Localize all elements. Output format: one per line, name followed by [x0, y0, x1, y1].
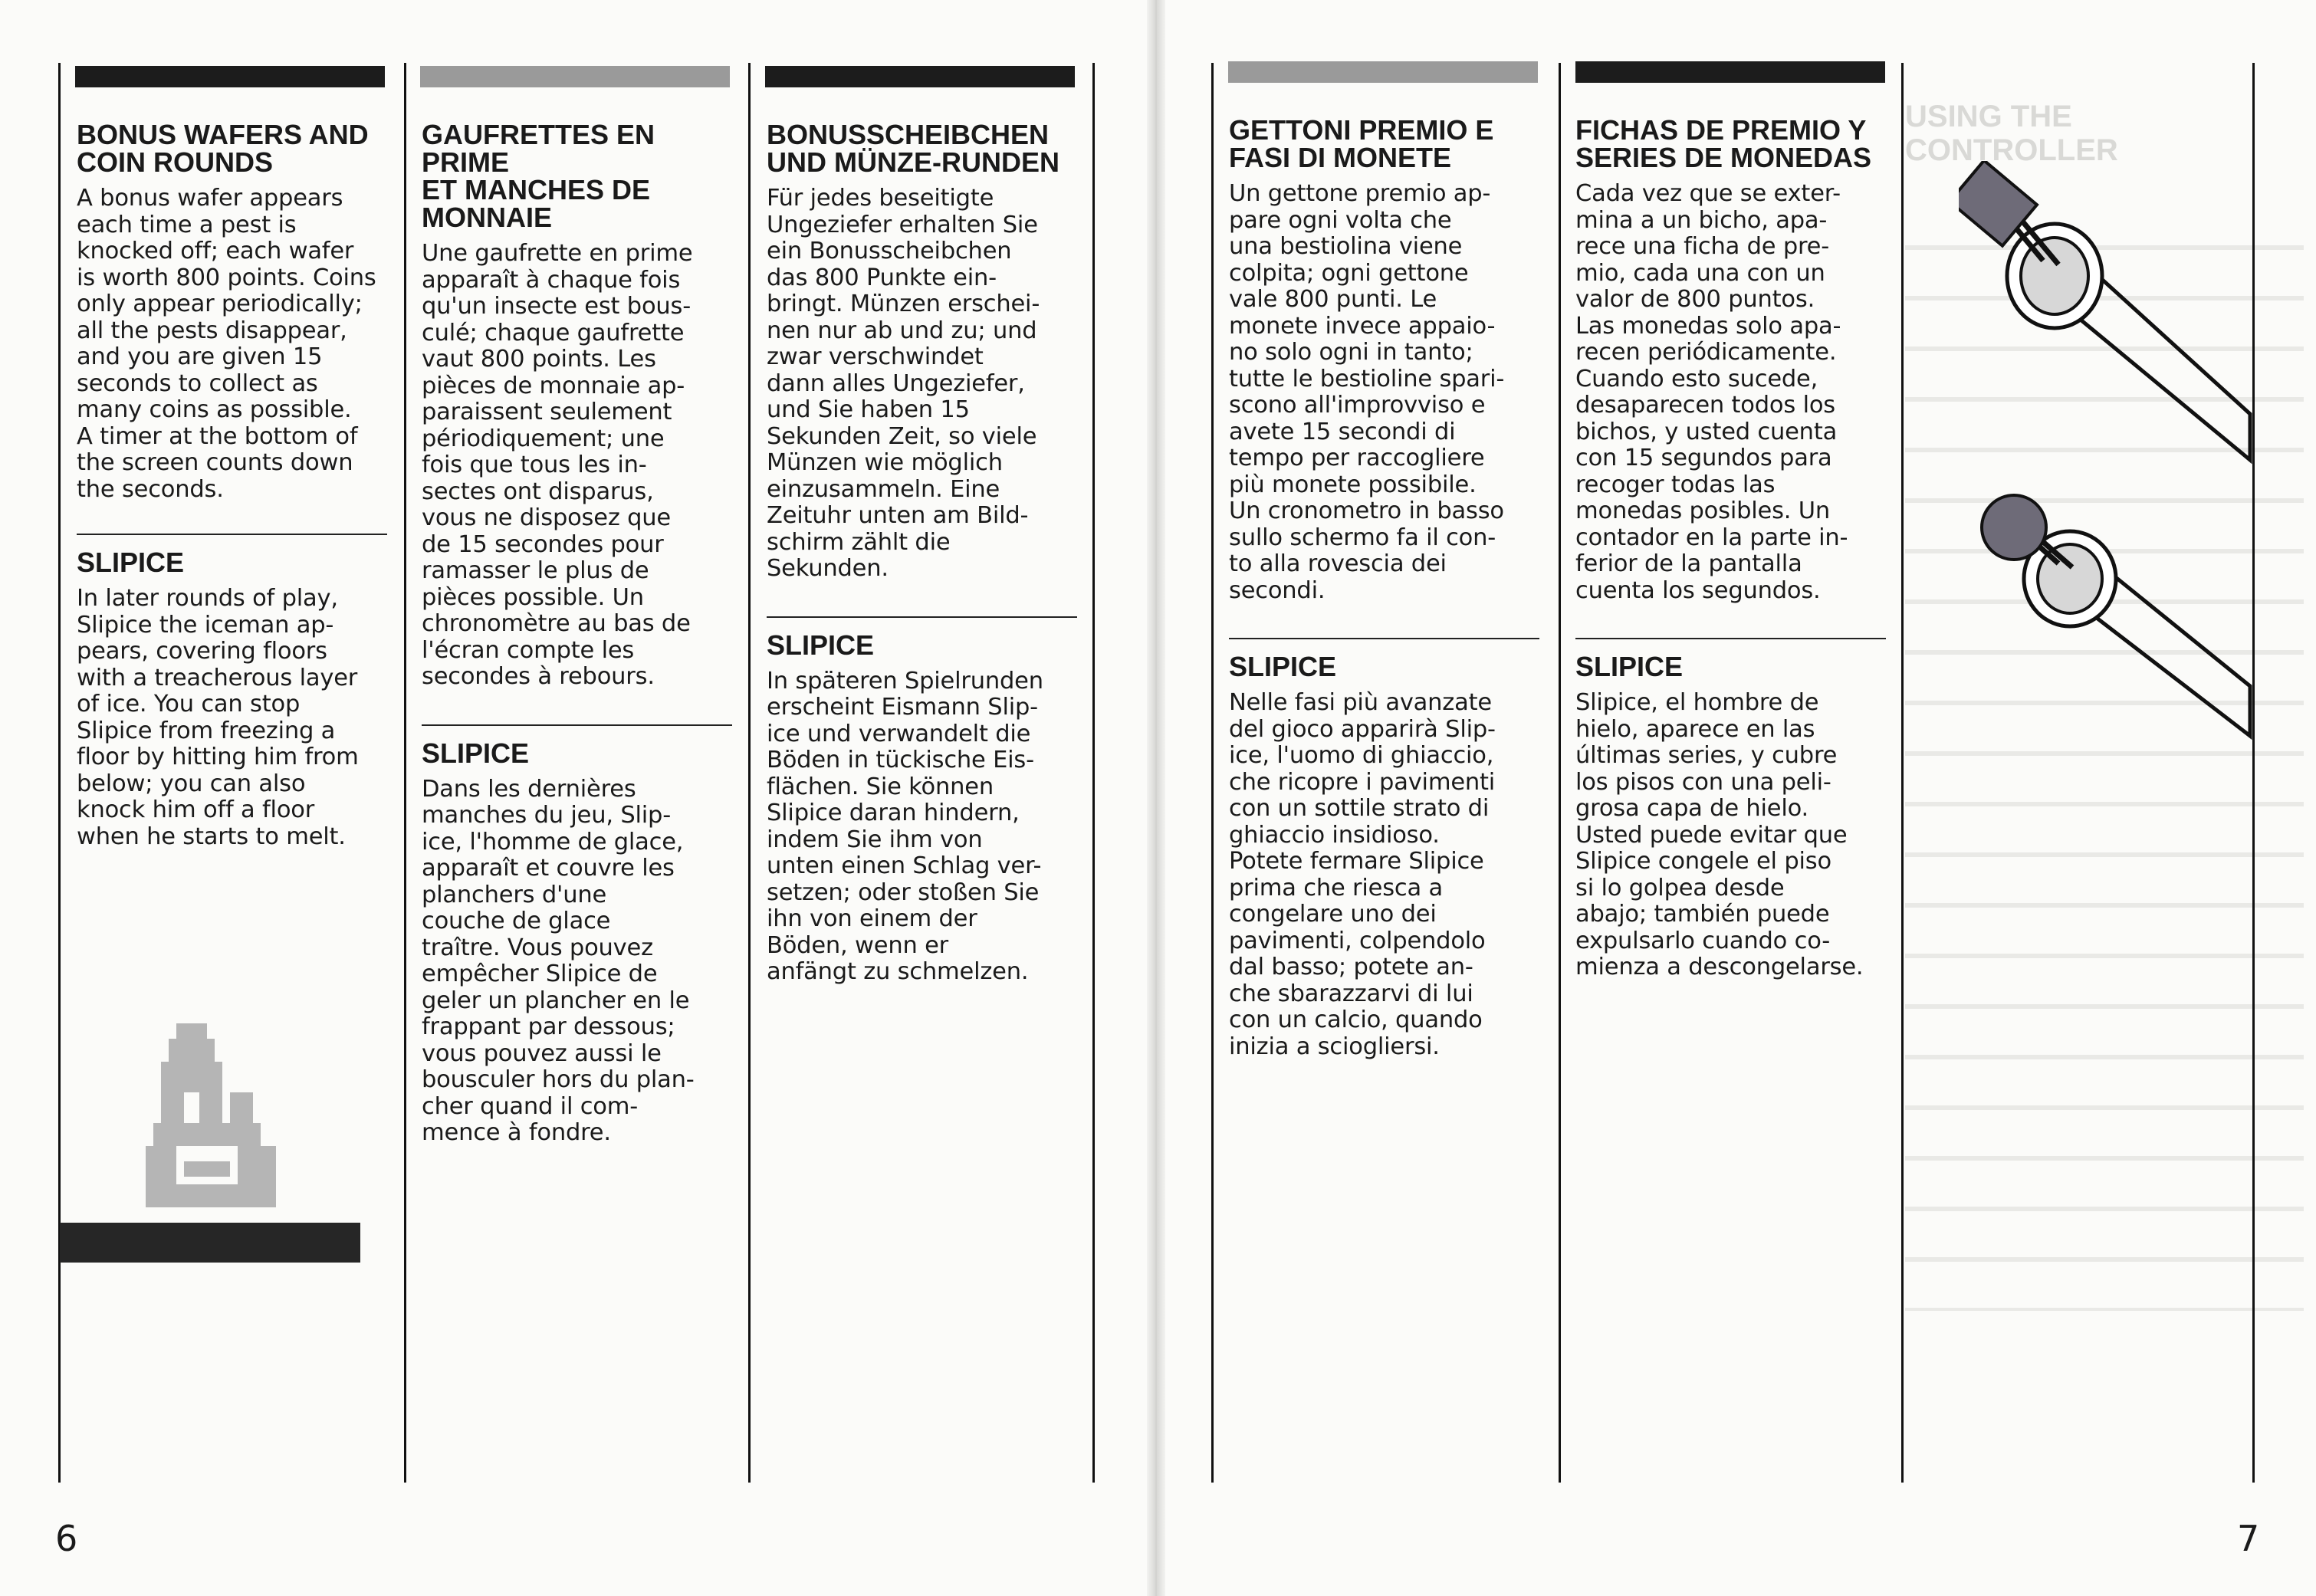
sub-body: Nelle fasi più avanzate del gioco apparirà Slip- ice, l'uomo di ghiaccio, che ricopre i pavimenti con un sottile strato di ghiaccio insidioso. Potete fermare Slipice prima che riesca a congelare uno dei pavimenti, colpendolo dal basso; potete an- che sbarazzarvi di lui con un calcio, quando inizia a sciogliersi. [1229, 689, 1496, 1060]
section-heading: GAUFRETTES EN PRIME ET MANCHES DE MONNAIE [422, 119, 655, 233]
column-rule [1559, 63, 1561, 1483]
sub-heading: SLIPICE [422, 737, 530, 769]
header-bar [75, 66, 385, 87]
page-number-left: 6 [55, 1518, 78, 1559]
column-italian [1229, 114, 1539, 1060]
section-divider [1575, 638, 1886, 639]
section-divider [77, 534, 387, 535]
joystick-square-icon [1959, 161, 2258, 483]
section-heading: GETTONI PREMIO E FASI DI MONETE [1229, 114, 1494, 173]
section-divider [422, 724, 732, 726]
section-body: Cada vez que se exter- mina a un bicho, apa- rece una ficha de pre- mio, cada una con un valor de 800 puntos. Las monedas solo apa- recen periódicamente. Cuando esto sucede, desaparecen todos los bichos, y usted cuenta con 15 segundos para recoger todas las monedas posibles. Un contador en la parte in- ferior de la pantalla cuenta los segundos. [1575, 180, 1848, 604]
joystick-round-icon [1966, 491, 2258, 767]
section-body: A bonus wafer appears each time a pest is knocked off; each wafer is worth 800 points. Coins only appear periodically; all the pests disappear, and you are given 15 seconds to collect as many coins as possible. A timer at the bottom of the screen counts down the seconds. [77, 185, 376, 503]
sub-heading: SLIPICE [767, 629, 875, 661]
show-through-heading: USING THE CONTROLLER [1905, 100, 2118, 167]
sub-heading: SLIPICE [77, 547, 185, 578]
column-rule [748, 63, 751, 1483]
header-bar [765, 66, 1075, 87]
column-rule [404, 63, 406, 1483]
book-gutter [1147, 0, 1165, 1596]
header-bar [420, 66, 730, 87]
column-french [422, 121, 732, 1147]
sub-body: Slipice, el hombre de hielo, aparece en las últimas series, y cubre los pisos con una peli- grosa capa de hielo. Usted puede evitar que Slipice congele el piso si lo golpea desde abajo; también puede expulsarlo cuando co- mienza a descongelarse. [1575, 689, 1864, 980]
section-heading: FICHAS DE PREMIO Y SERIES DE MONEDAS [1575, 114, 1872, 173]
column-spanish [1575, 114, 1886, 981]
section-divider [767, 616, 1077, 618]
sub-body: In later rounds of play, Slipice the iceman ap- pears, covering floors with a treacherous layer of ice. You can stop Slipice from freezing a floor by hitting him from below; you can also knock him off a floor when he starts to melt. [77, 585, 359, 850]
section-body: Une gaufrette en prime apparaît à chaque fois qu'un insecte est bous- culé; chaque gaufrette vaut 800 points. Les pièces de monnaie ap- paraissent seulement périodiquement; une fois que tous les in- sectes ont disparus, vous ne disposez que de 15 secondes pour ramasser le plus de pièces possible. Un chronomètre au bas de l'écran compte les secondes à rebours. [422, 240, 693, 690]
column-german [767, 121, 1077, 986]
header-bar [1228, 61, 1538, 83]
header-bar [1575, 61, 1885, 83]
footer-bar [60, 1223, 360, 1263]
column-rule [1901, 63, 1904, 1483]
section-heading: BONUSSCHEIBCHEN UND MÜNZE-RUNDEN [767, 119, 1059, 178]
page-number-right: 7 [2237, 1518, 2260, 1559]
sub-body: Dans les dernières manches du jeu, Slip- ice, l'homme de glace, apparaît et couvre les planchers d'une couche de glace traître. Vous pouvez empêcher Slipice de geler un plancher en le frappant par dessous; vous pouvez aussi le bousculer hors du plan- cher quand il com- mence à fondre. [422, 775, 695, 1146]
section-body: Un gettone premio ap- pare ogni volta che una bestiolina viene colpita; ogni gettone vale 800 punti. Le monete invece appaio- no solo ogni in tanto; tutte le bestioline spari- scono all'improvviso e avete 15 secondi di tempo per raccogliere più monete possibile. Un cronometro in basso sullo schermo fa il con- to alla rovescia dei secondi. [1229, 180, 1505, 604]
section-body: Für jedes beseitigte Ungeziefer erhalten Sie ein Bonusscheibchen das 800 Punkte ein- bringt. Münzen erschei- nen nur ab und zu; und zwar verschwindet dann alles Ungeziefer, und Sie haben 15 Sekunden Zeit, so viele Münzen wie möglich einzusammeln. Eine Zeituhr unten am Bild- schirm zählt die Sekunden. [767, 185, 1040, 582]
column-rule [58, 63, 61, 1483]
column-rule [1092, 63, 1095, 1483]
snowman-sprite-icon [146, 1023, 337, 1215]
section-heading: BONUS WAFERS AND COIN ROUNDS [77, 119, 369, 178]
column-rule [1211, 63, 1214, 1483]
sub-body: In späteren Spielrunden erscheint Eismann Slip- ice und verwandelt die Böden in tückische Eis- flächen. Sie können Slipice daran hindern, indem Sie ihm von unten einen Schlag ver- setzen; oder stoßen Sie ihn von einem der Böden, wenn er anfängt zu schmelzen. [767, 667, 1043, 985]
sub-heading: SLIPICE [1229, 651, 1337, 682]
section-divider [1229, 638, 1539, 639]
sub-heading: SLIPICE [1575, 651, 1684, 682]
column-english [77, 121, 387, 850]
